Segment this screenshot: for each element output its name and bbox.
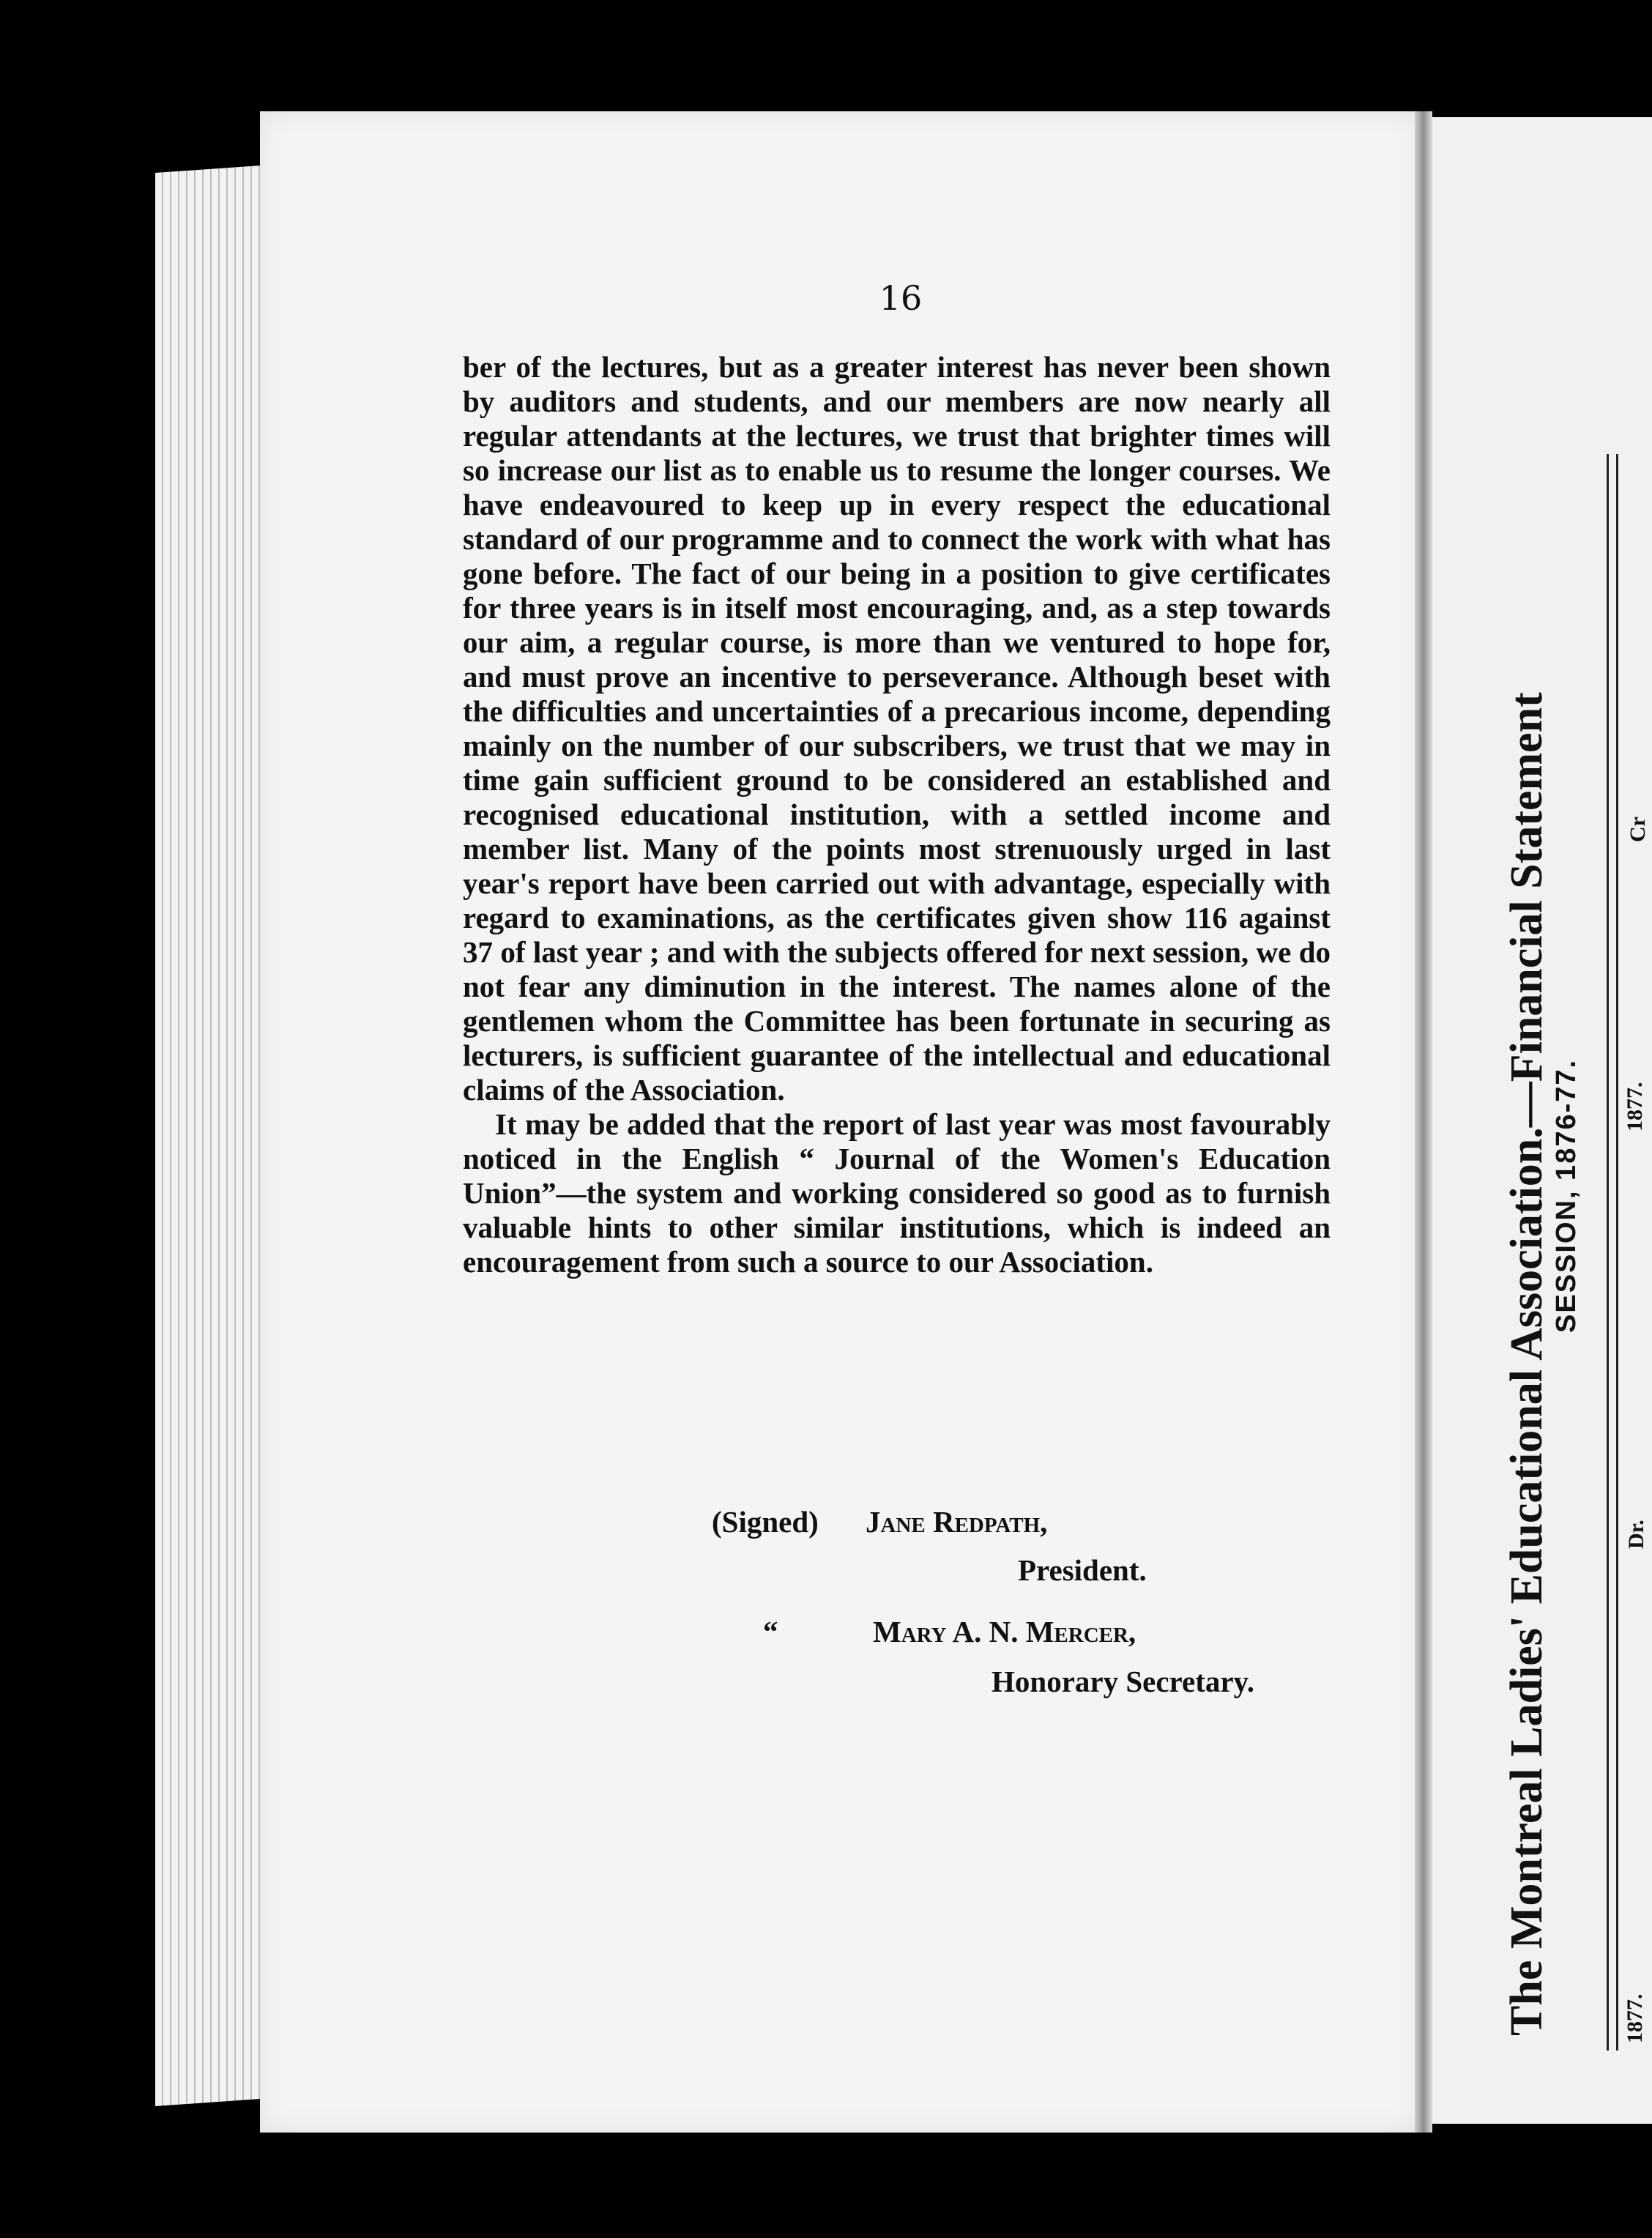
report-body bbox=[463, 350, 1331, 1279]
cr-label: Cr bbox=[1626, 817, 1650, 842]
ditto-mark: “ bbox=[763, 1615, 778, 1648]
dr-label: Dr. bbox=[1624, 1520, 1648, 1549]
double-rule bbox=[1607, 454, 1618, 2051]
president-title: President. bbox=[1018, 1553, 1147, 1587]
year-label-top: 1877. bbox=[1623, 1082, 1647, 1131]
book-gutter bbox=[1415, 111, 1432, 2133]
secretary-name: Mary A. N. Mercer, bbox=[873, 1615, 1136, 1648]
secretary-title: Honorary Secretary. bbox=[991, 1665, 1255, 1698]
report-paragraph-2: It may be added that the report of last year was most favourably noticed in the English “ Journal of the Women's Education Union”—the system and working considered so good as to furnish valuable hints to other similar institutions, which is indeed an encouragement from such a source to our Association. bbox=[463, 1107, 1331, 1279]
signed-label: (Signed) bbox=[712, 1505, 819, 1539]
year-label-bottom: 1877. bbox=[1623, 1993, 1647, 2043]
session-label: SESSION, 1876-77. bbox=[1551, 1058, 1582, 1333]
financial-statement-title: The Montreal Ladies' Educational Association.—Financial Statement bbox=[1502, 692, 1552, 2036]
page-number: 16 bbox=[879, 278, 923, 318]
president-name: Jane Redpath, bbox=[866, 1505, 1048, 1539]
report-paragraph-1: ber of the lectures, but as a greater interest has never been shown by auditors and students, and our members are now nearly all regular attendants at the lectures, we trust that brighter times will so increase our list as to enable us to resume the longer courses. We have endeavoured to keep up in every respect the educational standard of our programme and to connect the work with what has gone before. The fact of our being in a position to give certificates for three years is in itself most encouraging, and, as a step towards our aim, a regular course, is more than we ventured to hope for, and must prove an incentive to perseverance. Although beset with the difficulties and uncertainties of a precarious income, depending mainly on the number of our subscribers, we trust that we may in time gain sufficient ground to be considered an established and recognised educational institution, with a settled income and member list. Many of the points most strenuously urged in last year's report have been carried out with advantage, especially with regard to examinations, as the certificates given show 116 against 37 of last year ; and with the subjects offered for next session, we do not fear any diminution in the interest. The names alone of the gentlemen whom the Committee has been fortunate in securing as lecturers, is sufficient guarantee of the intellectual and educational claims of the Association. bbox=[463, 350, 1331, 1107]
